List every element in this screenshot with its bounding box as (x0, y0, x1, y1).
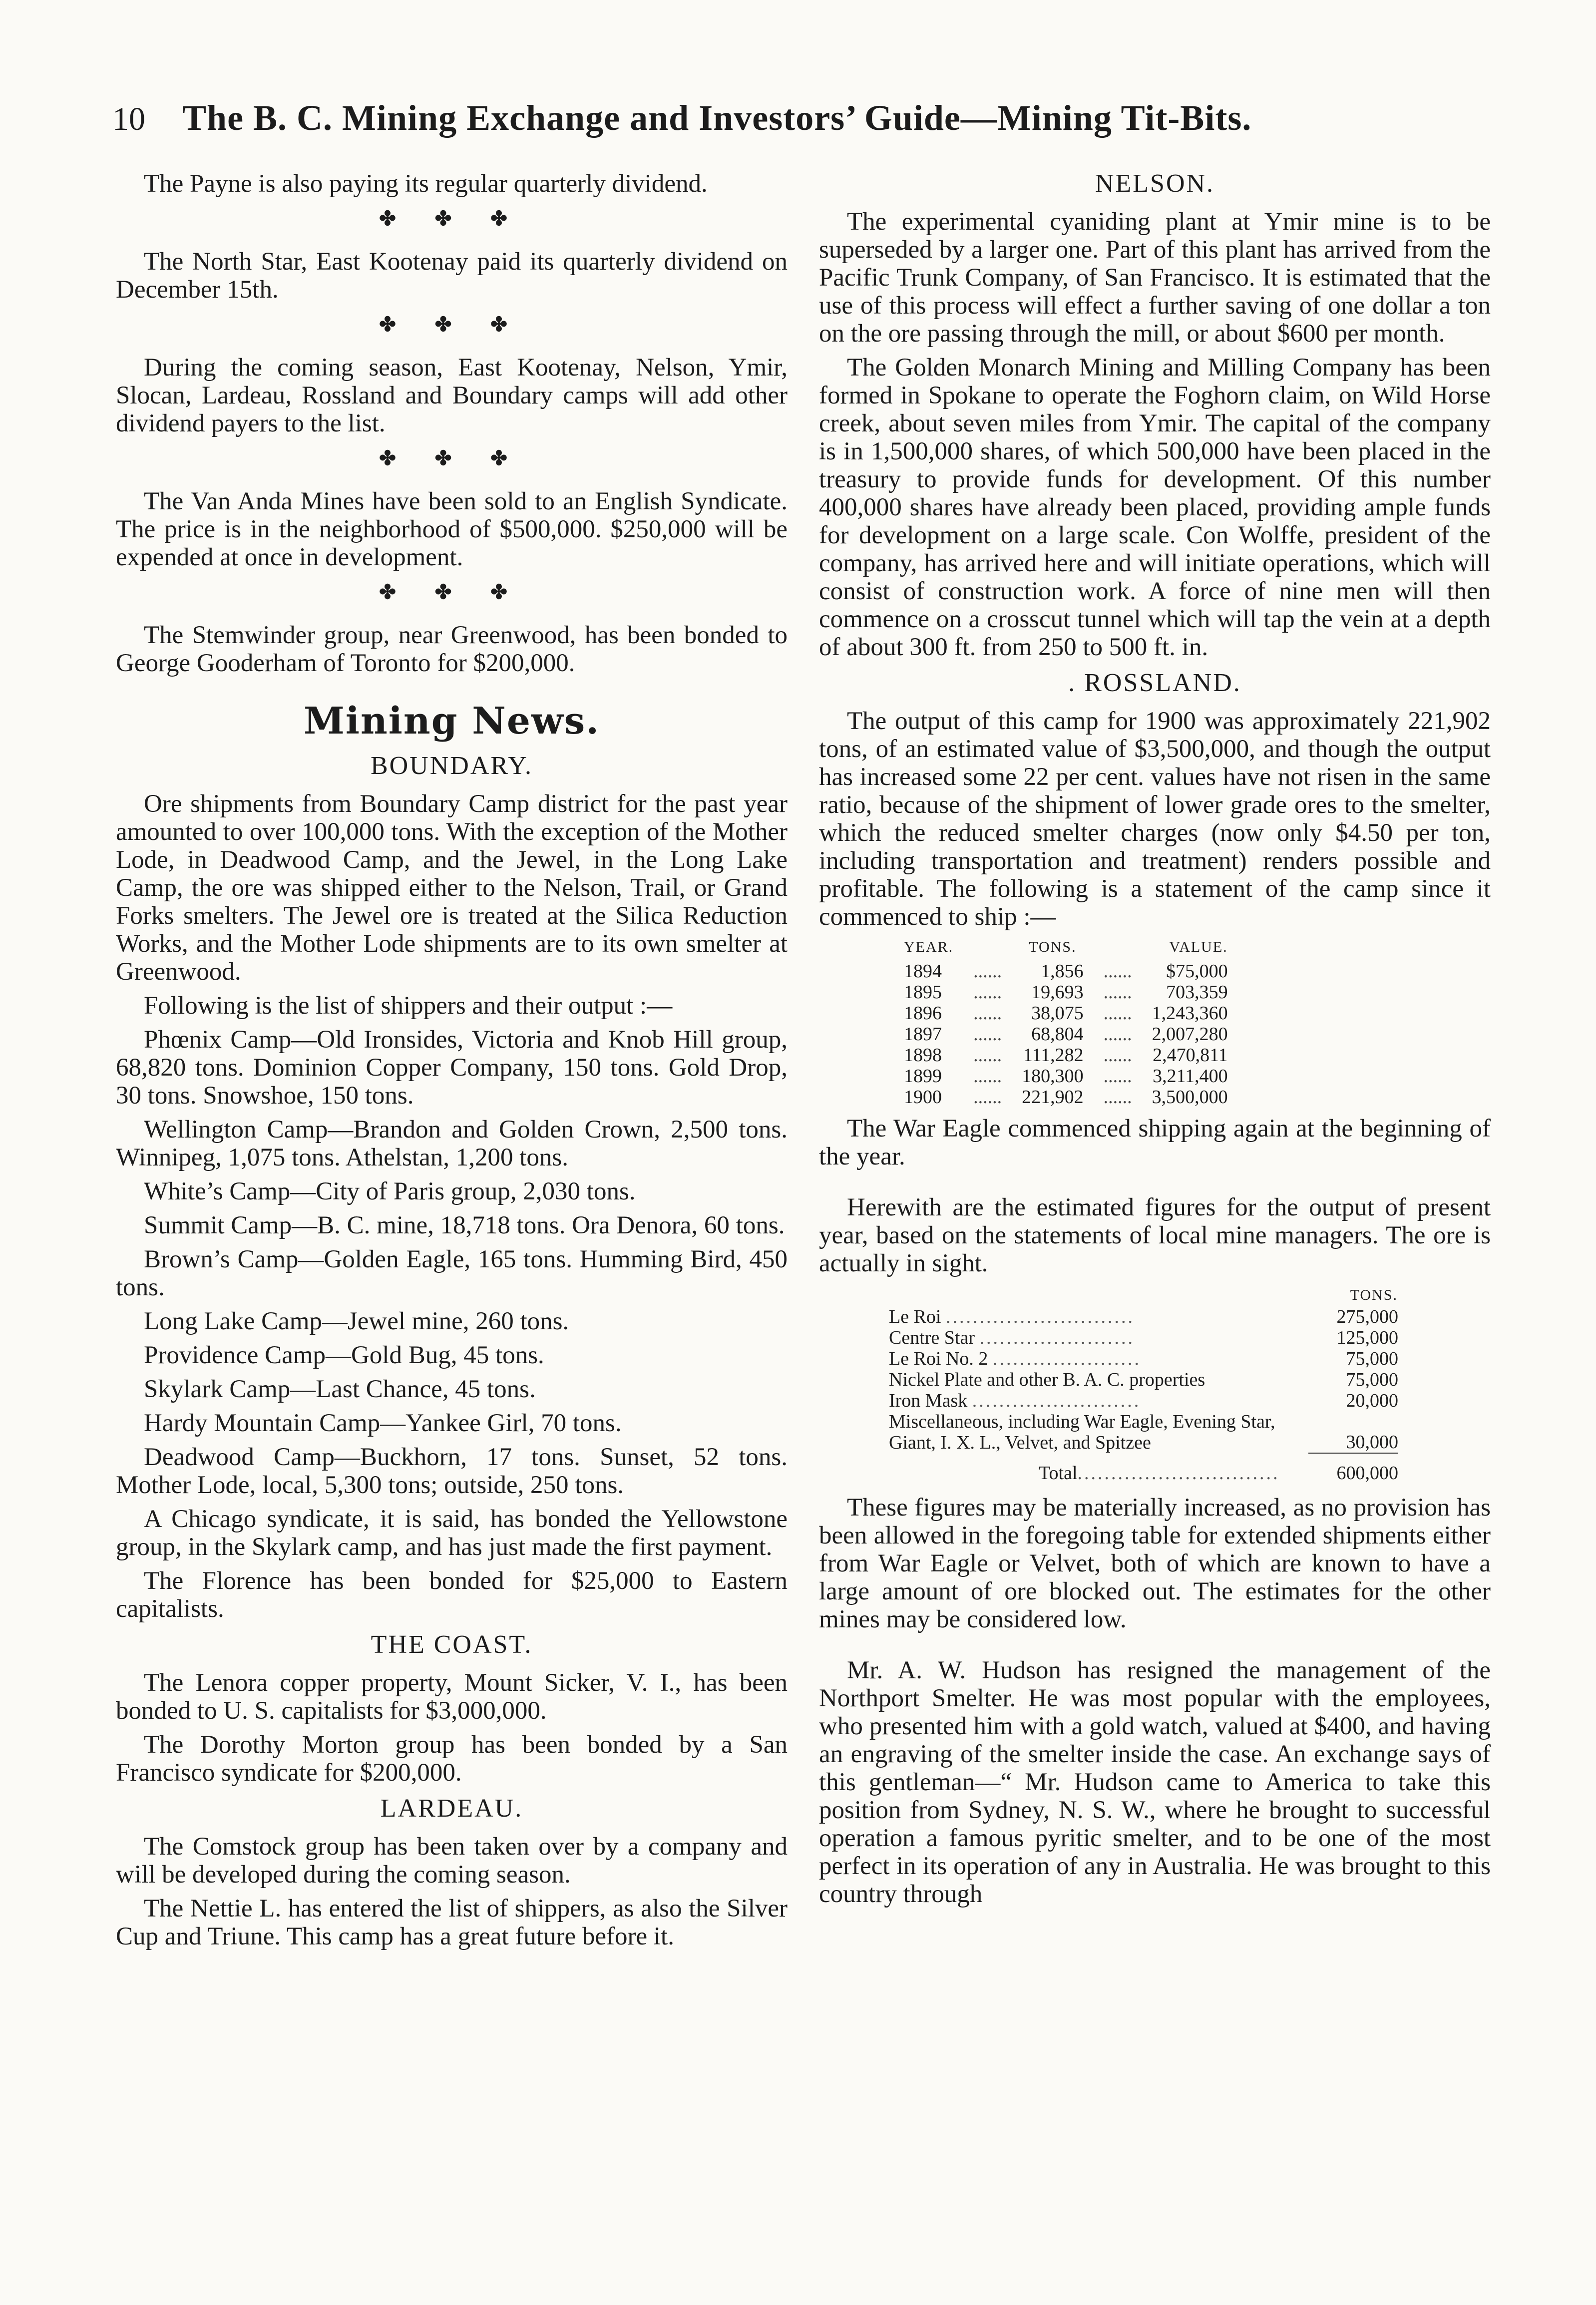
titbit-paragraph: The Stemwinder group, near Greenwood, has been bonded to George Gooderham of Toronto for $200,000. (116, 621, 788, 677)
titbit-paragraph: The North Star, East Kootenay paid its quarterly dividend on December 15th. (116, 248, 788, 304)
ornament-divider: ✤ ✤ ✤ (379, 207, 524, 230)
tons-cell: 221,902 (1022, 1087, 1084, 1108)
output-row (904, 1066, 1228, 1087)
leader-dots: ...... (1103, 961, 1132, 982)
leader-dots: ...... (1103, 1087, 1132, 1108)
value-cell: 1,243,360 (1152, 1003, 1228, 1024)
value-cell: 2,470,811 (1153, 1045, 1228, 1066)
year-cell: 1895 (904, 982, 942, 1003)
estimate-table (889, 1284, 1398, 1484)
tons-cell: 19,693 (1031, 982, 1084, 1003)
year-cell: 1899 (904, 1066, 942, 1087)
estimate-row (889, 1411, 1398, 1453)
tons-cell: 111,282 (1023, 1045, 1084, 1066)
tons-cell: 38,075 (1031, 1003, 1084, 1024)
header-tons: TONS. (1029, 939, 1077, 955)
leader-dots: ............................ (945, 1306, 1135, 1327)
leader-dots: ...... (973, 961, 1002, 982)
page-header (112, 97, 1484, 147)
leader-dots: ...... (973, 1024, 1002, 1045)
leader-dots: ...... (973, 1003, 1002, 1024)
mine-tons: 125,000 (1336, 1327, 1398, 1348)
tons-cell: 180,300 (1022, 1066, 1084, 1087)
rossland-output-table (904, 937, 1228, 1108)
leader-dots: ......................... (972, 1390, 1141, 1411)
boundary-paragraphs (116, 790, 788, 1623)
mine-tons: 20,000 (1346, 1390, 1398, 1411)
heading-lardeau: LARDEAU. (380, 1794, 523, 1823)
leader-dots: ...... (973, 1045, 1002, 1066)
boundary-paragraph: Skylark Camp—Last Chance, 45 tons. (144, 1375, 536, 1403)
boundary-paragraph: White’s Camp—City of Paris group, 2,030 tons. (144, 1177, 636, 1205)
leader-dots: ...... (1103, 982, 1132, 1003)
tons-cell: 1,856 (1041, 961, 1084, 982)
boundary-paragraph: Brown’s Camp—Golden Eagle, 165 tons. Humming Bird, 450 tons. (116, 1245, 788, 1301)
nelson-paragraph: The Golden Monarch Mining and Milling Company has been formed in Spokane to operate the Foghorn claim, on Wild Horse creek, about seven miles from Ymir. The capital of the company is in 1,500,000 shares, of which 500,000 have been placed in the treasury to provide funds for development. Of this number 400,000 shares have already been placed, providing ample funds for development on a large scale. Con Wolffe, president of the company, has arrived here and will initiate operations, which will consist of construction work. A force of nine men will then commence on a crosscut tunnel which will tap the vein at a depth of about 300 ft. from 250 to 500 ft. in. (819, 354, 1491, 661)
boundary-paragraph: Ore shipments from Boundary Camp district for the past year amounted to over 100,000 tons. With the exception of the Mother Lode, in Deadwood Camp, and the Jewel, in the Long Lake Camp, the ore was shipped either to the Nelson, Trail, or Grand Forks smelters. The Jewel ore is treated at the Silica Reduction Works, and the Mother Lode shipments are to its own smelter at Greenwood. (116, 790, 788, 986)
mine-name: Nickel Plate and other B. A. C. properties (889, 1369, 1205, 1390)
estimate-row (889, 1327, 1398, 1348)
output-row (904, 1087, 1228, 1108)
rossland-intro: The output of this camp for 1900 was approximately 221,902 tons, of an estimated value of $3,500,000, and though the output has increased some 22 per cent. values have not risen in the same ratio, because of the shipment of lower grade ores to the smelter, which the reduced smelter charges (now only $4.50 per ton, including transportation and treatment) renders possible and profitable. The following is a statement of the camp since it commenced to ship :— (819, 707, 1491, 931)
mine-tons: 275,000 (1336, 1306, 1398, 1327)
year-cell: 1898 (904, 1045, 942, 1066)
war-eagle-paragraph: The War Eagle commenced shipping again at the beginning of the year. (819, 1115, 1491, 1170)
left-column (116, 170, 788, 1956)
output-table-header (904, 937, 1228, 961)
boundary-paragraph: Following is the list of shippers and their output :— (144, 992, 673, 1020)
leader-dots: ...... (1103, 1024, 1132, 1045)
estimate-row (889, 1306, 1398, 1327)
leader-dots: ...... (1103, 1045, 1132, 1066)
mine-name: Iron Mask ......................... (889, 1390, 1141, 1411)
section-title-mining-news: Mining News. (303, 700, 600, 743)
estimate-intro: Herewith are the estimated figures for the output of present year, based on the statements of local mine managers. The ore is actually in sight. (819, 1193, 1491, 1277)
year-cell: 1896 (904, 1003, 942, 1024)
leader-dots: ...... (1103, 1003, 1132, 1024)
value-cell: 703,359 (1166, 982, 1228, 1003)
boundary-paragraph: Hardy Mountain Camp—Yankee Girl, 70 tons. (144, 1409, 622, 1437)
value-cell: $75,000 (1166, 961, 1228, 982)
mine-name: Le Roi No. 2 ...................... (889, 1348, 1141, 1369)
estimate-total-row (889, 1453, 1398, 1484)
leader-dots: ...... (973, 1087, 1002, 1108)
boundary-paragraph: Providence Camp—Gold Bug, 45 tons. (144, 1341, 544, 1369)
boundary-paragraph: The Florence has been bonded for $25,000 to Eastern capitalists. (116, 1567, 788, 1623)
ornament-divider: ✤ ✤ ✤ (379, 447, 524, 469)
titbit-paragraph: The Payne is also paying its regular quarterly dividend. (144, 170, 708, 198)
boundary-paragraph: A Chicago syndicate, it is said, has bonded the Yellowstone group, in the Skylark camp, and has just made the first payment. (116, 1505, 788, 1561)
mine-tons: 30,000 (1346, 1432, 1398, 1453)
lardeau-paragraph: The Nettie L. has entered the list of shippers, as also the Silver Cup and Triune. This camp has a great future before it. (116, 1895, 788, 1950)
heading-the-coast: THE COAST. (371, 1630, 533, 1659)
leader-dots: ....................... (979, 1327, 1135, 1348)
boundary-paragraph: Summit Camp—B. C. mine, 18,718 tons. Ora Denora, 60 tons. (144, 1211, 785, 1239)
estimate-row (889, 1390, 1398, 1411)
output-table-body (904, 961, 1228, 1108)
ornament-divider: ✤ ✤ ✤ (379, 313, 524, 336)
header-year: YEAR. (904, 939, 954, 955)
output-row (904, 982, 1228, 1003)
total-label: Total.............................. (1039, 1462, 1280, 1484)
heading-rossland: . ROSSLAND. (1068, 669, 1241, 697)
year-cell: 1897 (904, 1024, 942, 1045)
estimate-header-tons: TONS. (1350, 1287, 1398, 1303)
year-cell: 1894 (904, 961, 942, 982)
titbit-paragraph: During the coming season, East Kootenay, Nelson, Ymir, Slocan, Lardeau, Rossland and Boundary camps will add other dividend payers to the list. (116, 354, 788, 437)
mine-name: Le Roi ............................ (889, 1306, 1135, 1327)
boundary-paragraph: Wellington Camp—Brandon and Golden Crown, 2,500 tons. Winnipeg, 1,075 tons. Athelstan, 1,200 tons. (116, 1116, 788, 1171)
header-value: VALUE. (1169, 939, 1228, 955)
output-row (904, 1003, 1228, 1024)
output-row (904, 1024, 1228, 1045)
leader-dots: ...................... (992, 1348, 1141, 1369)
hudson-paragraph: Mr. A. W. Hudson has resigned the management of the Northport Smelter. He was most popular with the employees, who presented him with a gold watch, valued at $400, and having an engraving of the smelter inside the case. An exchange says of this gentleman—“ Mr. Hudson came to America to take this position from Sydney, N. S. W., where he brought to successful operation a famous pyritic smelter, and to be one of the most perfect in its operation of any in Australia. He was brought to this country through (819, 1656, 1491, 1908)
titbit-paragraph: The Van Anda Mines have been sold to an English Syndicate. The price is in the neighborhood of $500,000. $250,000 will be expended at once in development. (116, 487, 788, 571)
boundary-paragraph: Long Lake Camp—Jewel mine, 260 tons. (144, 1307, 569, 1335)
coast-paragraph: The Lenora copper property, Mount Sicker, V. I., has been bonded to U. S. capitalists for $3,000,000. (116, 1669, 788, 1725)
mine-name: Miscellaneous, including War Eagle, Evening Star, Giant, I. X. L., Velvet, and Spitzee (889, 1411, 1275, 1453)
boundary-paragraph: Deadwood Camp—Buckhorn, 17 tons. Sunset, 52 tons. Mother Lode, local, 5,300 tons; outside, 250 tons. (116, 1443, 788, 1499)
heading-nelson: NELSON. (1095, 169, 1215, 198)
coast-paragraph: The Dorothy Morton group has been bonded by a San Francisco syndicate for $200,000. (116, 1731, 788, 1787)
estimate-table-body (889, 1306, 1398, 1453)
right-column (819, 170, 1491, 1914)
mine-name: Centre Star ....................... (889, 1327, 1135, 1348)
page-number: 10 (112, 101, 145, 137)
after-estimate-paragraph: These figures may be materially increased, as no provision has been allowed in the foregoing table for extended shipments either from War Eagle or Velvet, both of which are known to have a large amount of ore blocked out. The estimates for the other mines may be considered low. (819, 1494, 1491, 1633)
output-row (904, 1045, 1228, 1066)
lardeau-paragraph: The Comstock group has been taken over by a company and will be developed during the coming season. (116, 1833, 788, 1889)
mine-tons: 75,000 (1346, 1369, 1398, 1390)
leader-dots: ...... (973, 1066, 1002, 1087)
boundary-paragraph: Phœnix Camp—Old Ironsides, Victoria and Knob Hill group, 68,820 tons. Dominion Copper Company, 150 tons. Gold Drop, 30 tons. Snowshoe, 150 tons. (116, 1026, 788, 1110)
tons-cell: 68,804 (1031, 1024, 1084, 1045)
value-cell: 3,211,400 (1153, 1066, 1228, 1087)
mine-tons: 75,000 (1346, 1348, 1398, 1369)
estimate-row (889, 1348, 1398, 1369)
leader-dots: ...... (1103, 1066, 1132, 1087)
value-cell: 3,500,000 (1152, 1087, 1228, 1108)
value-cell: 2,007,280 (1152, 1024, 1228, 1045)
nelson-paragraph: The experimental cyaniding plant at Ymir mine is to be superseded by a larger one. Part of this plant has arrived from the Pacific Trunk Company, of San Francisco. It is estimated that the use of this process will effect a further saving of one dollar a ton on the ore passing through the mill, or about $600 per month. (819, 208, 1491, 348)
ornament-divider: ✤ ✤ ✤ (379, 581, 524, 603)
estimate-row (889, 1369, 1398, 1390)
output-row (904, 961, 1228, 982)
heading-boundary: BOUNDARY. (370, 752, 533, 780)
total-value: 600,000 (1308, 1453, 1398, 1484)
running-title: The B. C. Mining Exchange and Investors’ Guide—Mining Tit-Bits. (182, 98, 1252, 138)
year-cell: 1900 (904, 1087, 942, 1108)
leader-dots: ...... (973, 982, 1002, 1003)
